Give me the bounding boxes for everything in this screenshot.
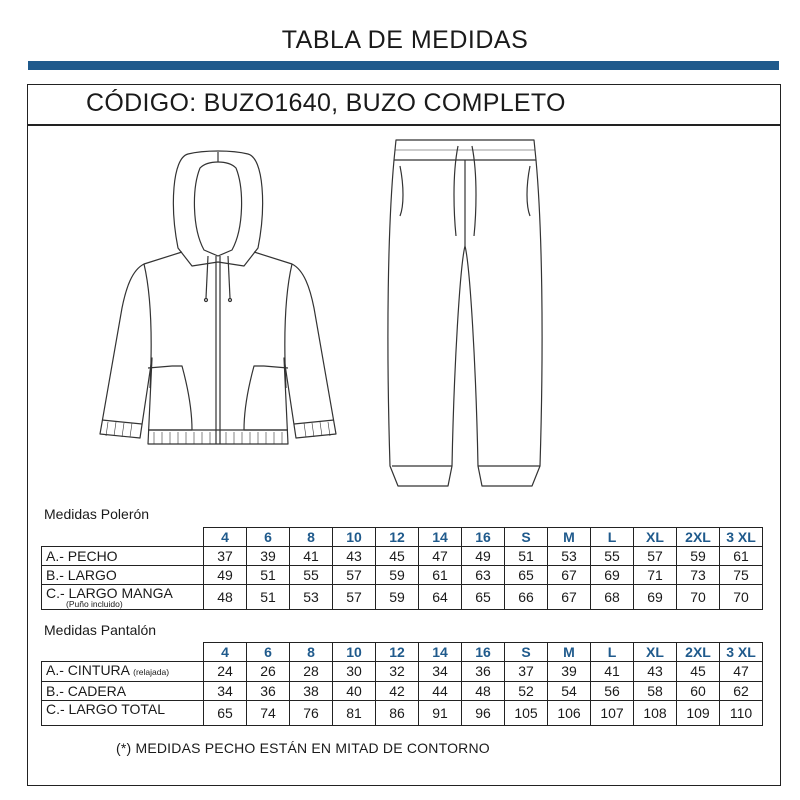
cell-value: 63 bbox=[462, 566, 505, 585]
row-label: B.- CADERA bbox=[42, 682, 204, 701]
cell-value: 26 bbox=[247, 662, 290, 682]
cell-value: 44 bbox=[419, 682, 462, 701]
pantalon-size-header-row bbox=[42, 643, 763, 662]
cell-value: 65 bbox=[505, 566, 548, 585]
cell-value: 48 bbox=[462, 682, 505, 701]
product-code-line: CÓDIGO: BUZO1640, BUZO COMPLETO bbox=[86, 89, 566, 117]
cell-value: 51 bbox=[247, 566, 290, 585]
size-header: L bbox=[591, 528, 634, 547]
row-label: C.- LARGO MANGA (Puño incluido) bbox=[42, 585, 204, 610]
code-divider bbox=[27, 124, 781, 126]
size-header: L bbox=[591, 643, 634, 662]
cell-value: 41 bbox=[290, 547, 333, 566]
size-header: 12 bbox=[376, 643, 419, 662]
cell-value: 41 bbox=[591, 662, 634, 682]
cell-value: 45 bbox=[677, 662, 720, 682]
cell-value: 48 bbox=[204, 585, 247, 610]
size-header: S bbox=[505, 643, 548, 662]
cell-value: 110 bbox=[720, 701, 763, 726]
table-row bbox=[42, 585, 763, 610]
cell-value: 30 bbox=[333, 662, 376, 682]
cell-value: 53 bbox=[290, 585, 333, 610]
size-header: 4 bbox=[204, 528, 247, 547]
cell-value: 61 bbox=[720, 547, 763, 566]
cell-value: 61 bbox=[419, 566, 462, 585]
cell-value: 64 bbox=[419, 585, 462, 610]
cell-value: 69 bbox=[634, 585, 677, 610]
row-label: C.- LARGO TOTAL bbox=[42, 701, 204, 726]
table-row bbox=[42, 662, 763, 682]
cell-value: 34 bbox=[419, 662, 462, 682]
size-header: 12 bbox=[376, 528, 419, 547]
cell-value: 39 bbox=[247, 547, 290, 566]
title-accent-bar bbox=[28, 61, 779, 70]
pantalon-measure-table bbox=[41, 642, 763, 726]
size-header: 6 bbox=[247, 528, 290, 547]
size-header: 4 bbox=[204, 643, 247, 662]
cell-value: 36 bbox=[247, 682, 290, 701]
cell-value: 53 bbox=[548, 547, 591, 566]
cell-value: 45 bbox=[376, 547, 419, 566]
cell-value: 57 bbox=[634, 547, 677, 566]
size-header: 16 bbox=[462, 643, 505, 662]
cell-value: 67 bbox=[548, 566, 591, 585]
cell-value: 34 bbox=[204, 682, 247, 701]
cell-value: 60 bbox=[677, 682, 720, 701]
poleron-section-label: Medidas Polerón bbox=[44, 506, 150, 522]
cell-value: 68 bbox=[591, 585, 634, 610]
cell-value: 66 bbox=[505, 585, 548, 610]
cell-value: 109 bbox=[677, 701, 720, 726]
cell-value: 59 bbox=[376, 566, 419, 585]
size-header: 16 bbox=[462, 528, 505, 547]
size-header: XL bbox=[634, 528, 677, 547]
table-row bbox=[42, 682, 763, 701]
cell-value: 47 bbox=[419, 547, 462, 566]
cell-value: 58 bbox=[634, 682, 677, 701]
size-header: 8 bbox=[290, 643, 333, 662]
table-row bbox=[42, 547, 763, 566]
row-note: (relajada) bbox=[133, 667, 170, 677]
cell-value: 67 bbox=[548, 585, 591, 610]
cell-value: 70 bbox=[720, 585, 763, 610]
pantalon-section-label: Medidas Pantalón bbox=[44, 622, 157, 638]
cell-value: 59 bbox=[677, 547, 720, 566]
page-title: TABLA DE MEDIDAS bbox=[281, 26, 529, 54]
size-header: S bbox=[505, 528, 548, 547]
cell-value: 108 bbox=[634, 701, 677, 726]
sweatpants-sketch-icon bbox=[380, 136, 550, 492]
size-header: 3 XL bbox=[720, 528, 763, 547]
cell-value: 76 bbox=[290, 701, 333, 726]
size-header: M bbox=[548, 528, 591, 547]
cell-value: 107 bbox=[591, 701, 634, 726]
size-header: 10 bbox=[333, 643, 376, 662]
cell-value: 57 bbox=[333, 585, 376, 610]
cell-value: 49 bbox=[462, 547, 505, 566]
cell-value: 62 bbox=[720, 682, 763, 701]
row-label: A.- CINTURA (relajada) bbox=[42, 662, 204, 682]
cell-value: 42 bbox=[376, 682, 419, 701]
cell-value: 52 bbox=[505, 682, 548, 701]
size-header: 10 bbox=[333, 528, 376, 547]
cell-value: 43 bbox=[333, 547, 376, 566]
cell-value: 37 bbox=[204, 547, 247, 566]
size-header: 3 XL bbox=[720, 643, 763, 662]
cell-value: 71 bbox=[634, 566, 677, 585]
cell-value: 91 bbox=[419, 701, 462, 726]
size-header: 2XL bbox=[677, 528, 720, 547]
cell-value: 81 bbox=[333, 701, 376, 726]
cell-value: 36 bbox=[462, 662, 505, 682]
size-header: XL bbox=[634, 643, 677, 662]
cell-value: 65 bbox=[462, 585, 505, 610]
footnote: (*) MEDIDAS PECHO ESTÁN EN MITAD DE CONTORNO bbox=[116, 740, 490, 756]
cell-value: 75 bbox=[720, 566, 763, 585]
cell-value: 105 bbox=[505, 701, 548, 726]
cell-value: 38 bbox=[290, 682, 333, 701]
cell-value: 96 bbox=[462, 701, 505, 726]
row-label: B.- LARGO bbox=[42, 566, 204, 585]
size-header: 14 bbox=[419, 528, 462, 547]
size-header: 14 bbox=[419, 643, 462, 662]
cell-value: 73 bbox=[677, 566, 720, 585]
header-corner bbox=[42, 643, 204, 662]
cell-value: 51 bbox=[247, 585, 290, 610]
poleron-measure-table bbox=[41, 527, 763, 610]
cell-value: 55 bbox=[591, 547, 634, 566]
row-note: (Puño incluido) bbox=[66, 598, 123, 609]
poleron-size-header-row bbox=[42, 528, 763, 547]
cell-value: 24 bbox=[204, 662, 247, 682]
cell-value: 37 bbox=[505, 662, 548, 682]
cell-value: 70 bbox=[677, 585, 720, 610]
size-header: M bbox=[548, 643, 591, 662]
size-header: 6 bbox=[247, 643, 290, 662]
header-corner bbox=[42, 528, 204, 547]
table-row bbox=[42, 701, 763, 726]
cell-value: 55 bbox=[290, 566, 333, 585]
cell-value: 65 bbox=[204, 701, 247, 726]
cell-value: 40 bbox=[333, 682, 376, 701]
cell-value: 51 bbox=[505, 547, 548, 566]
row-label: A.- PECHO bbox=[42, 547, 204, 566]
cell-value: 47 bbox=[720, 662, 763, 682]
cell-value: 32 bbox=[376, 662, 419, 682]
size-header: 8 bbox=[290, 528, 333, 547]
hoodie-sketch-icon bbox=[92, 148, 358, 468]
cell-value: 49 bbox=[204, 566, 247, 585]
cell-value: 54 bbox=[548, 682, 591, 701]
cell-value: 86 bbox=[376, 701, 419, 726]
cell-value: 59 bbox=[376, 585, 419, 610]
cell-value: 28 bbox=[290, 662, 333, 682]
cell-value: 43 bbox=[634, 662, 677, 682]
cell-value: 56 bbox=[591, 682, 634, 701]
cell-value: 74 bbox=[247, 701, 290, 726]
size-header: 2XL bbox=[677, 643, 720, 662]
table-row bbox=[42, 566, 763, 585]
cell-value: 106 bbox=[548, 701, 591, 726]
cell-value: 39 bbox=[548, 662, 591, 682]
cell-value: 69 bbox=[591, 566, 634, 585]
cell-value: 57 bbox=[333, 566, 376, 585]
